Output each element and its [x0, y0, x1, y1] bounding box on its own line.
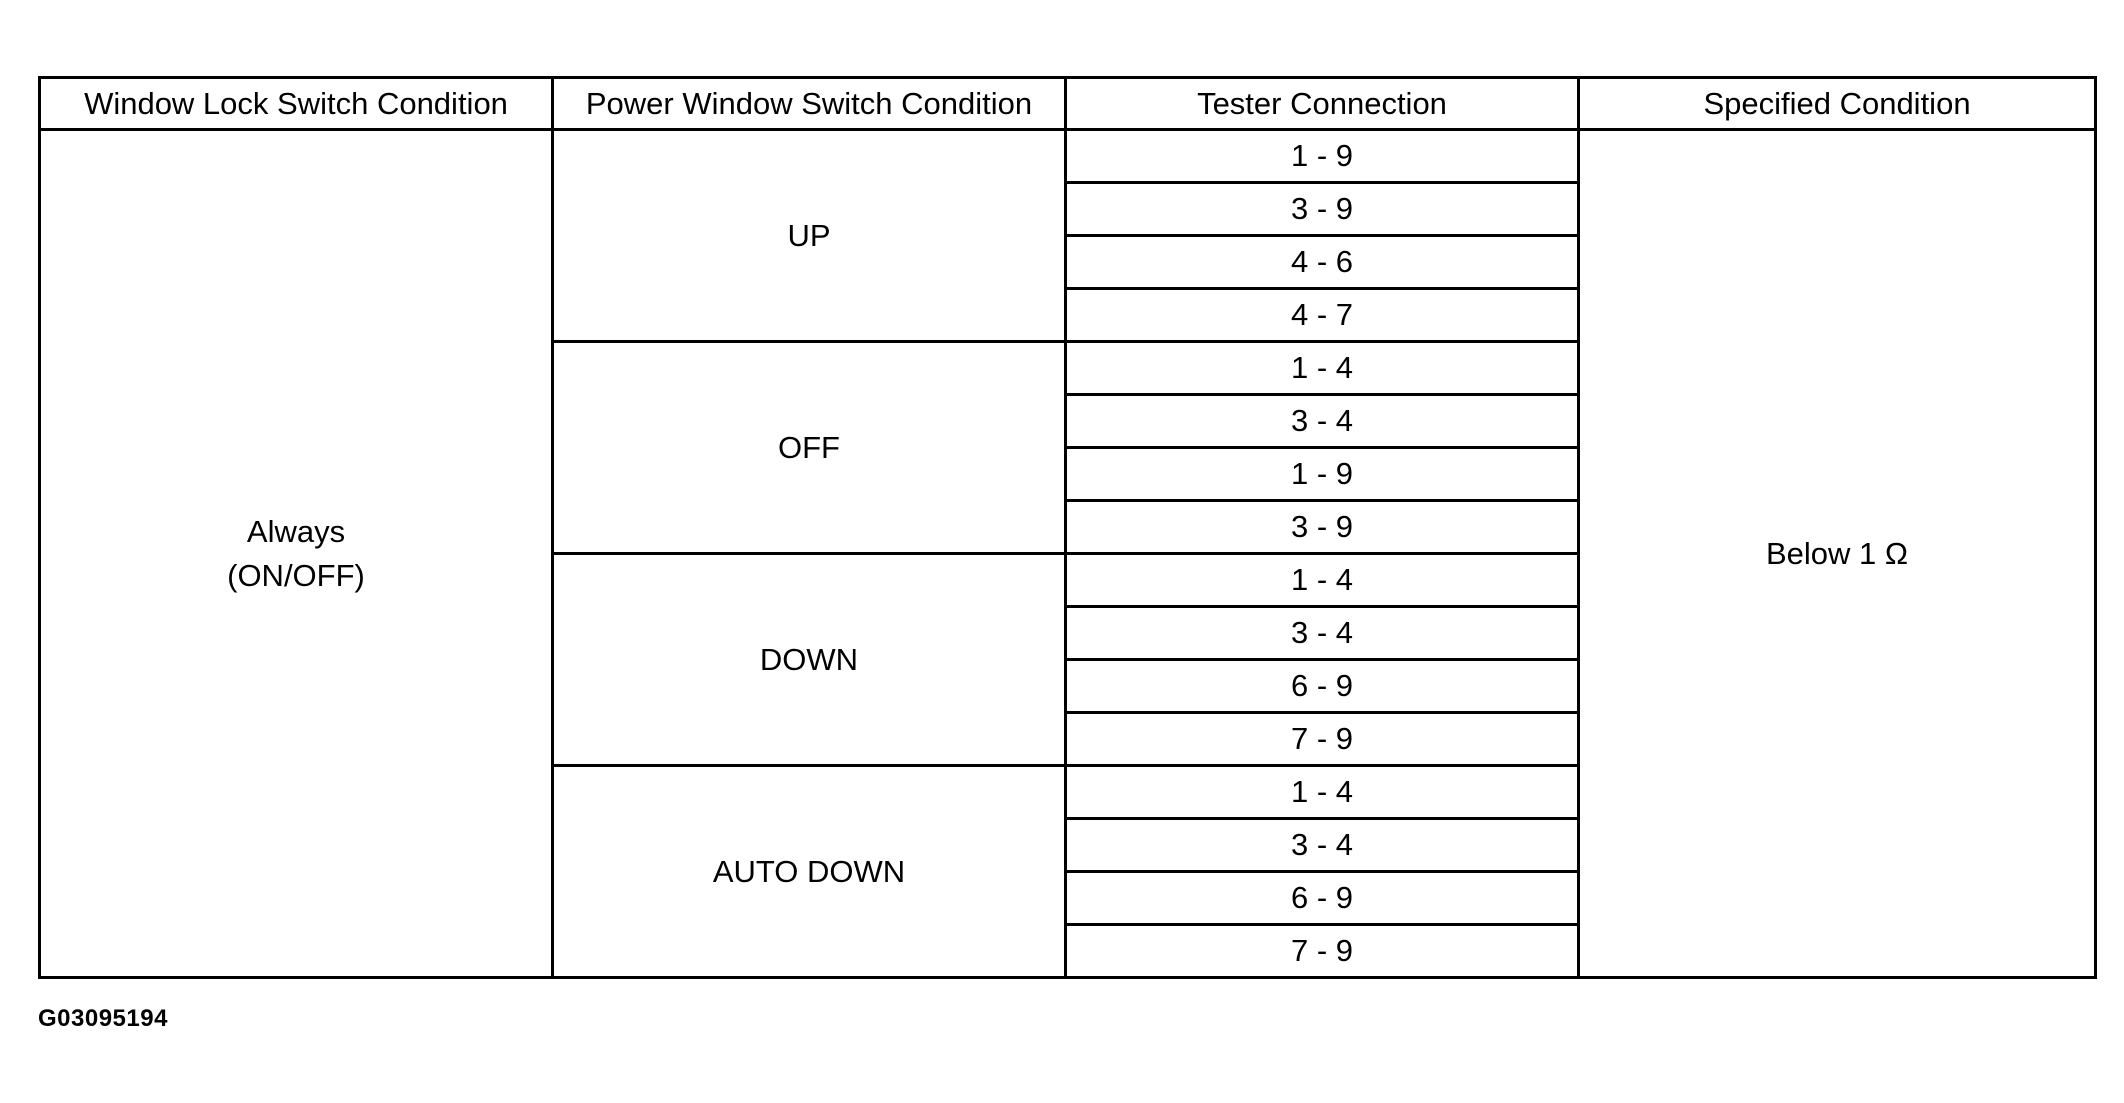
tester-connection-cell: 1 - 4: [1066, 766, 1579, 819]
tester-connection-cell: 1 - 9: [1066, 448, 1579, 501]
table-row: [40, 130, 2096, 183]
switch-inspection-table: [38, 76, 2097, 979]
header-window-lock-switch-condition: Window Lock Switch Condition: [40, 78, 553, 130]
lock-condition-cell: [40, 130, 553, 978]
lock-condition-line2: (ON/OFF): [227, 557, 365, 593]
tester-connection-cell: 3 - 4: [1066, 607, 1579, 660]
tester-connection-cell: 1 - 4: [1066, 342, 1579, 395]
specified-condition-cell: Below 1 Ω: [1579, 130, 2096, 978]
header-specified-condition: Specified Condition: [1579, 78, 2096, 130]
window-condition-down: DOWN: [553, 554, 1066, 766]
tester-connection-cell: 3 - 9: [1066, 501, 1579, 554]
tester-connection-cell: 4 - 7: [1066, 289, 1579, 342]
table-header-row: [40, 78, 2096, 130]
header-tester-connection: Tester Connection: [1066, 78, 1579, 130]
tester-connection-cell: 6 - 9: [1066, 660, 1579, 713]
tester-connection-cell: 3 - 9: [1066, 183, 1579, 236]
tester-connection-cell: 3 - 4: [1066, 819, 1579, 872]
header-power-window-switch-condition: Power Window Switch Condition: [553, 78, 1066, 130]
window-condition-off: OFF: [553, 342, 1066, 554]
tester-connection-cell: 6 - 9: [1066, 872, 1579, 925]
tester-connection-cell: 1 - 4: [1066, 554, 1579, 607]
window-condition-up: UP: [553, 130, 1066, 342]
tester-connection-cell: 7 - 9: [1066, 925, 1579, 978]
figure-code: G03095194: [38, 1005, 168, 1032]
tester-connection-cell: 7 - 9: [1066, 713, 1579, 766]
tester-connection-cell: 4 - 6: [1066, 236, 1579, 289]
tester-connection-cell: 1 - 9: [1066, 130, 1579, 183]
window-condition-auto-down: AUTO DOWN: [553, 766, 1066, 978]
lock-condition-line1: Always: [246, 514, 346, 550]
tester-connection-cell: 3 - 4: [1066, 395, 1579, 448]
